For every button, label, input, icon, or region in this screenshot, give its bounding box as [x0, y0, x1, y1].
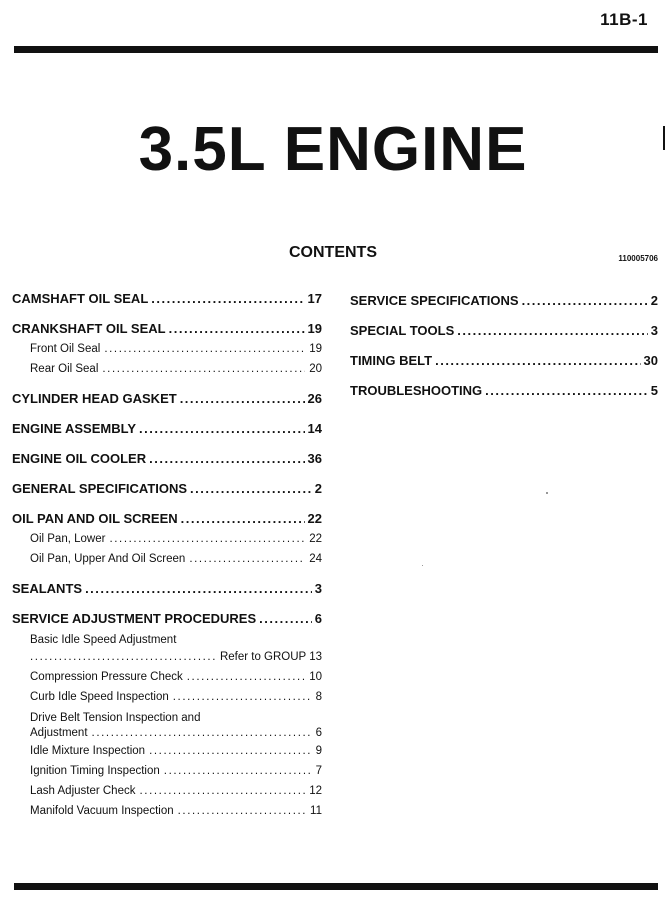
toc-subentry-compression-pressure[interactable]	[12, 667, 322, 687]
scan-speck	[422, 565, 423, 566]
toc-entry-page: 6	[314, 611, 322, 626]
leader-dots	[190, 479, 312, 499]
leader-dots	[187, 667, 305, 687]
toc-subentry-page: 24	[309, 553, 322, 565]
scan-speck	[546, 492, 548, 494]
leader-dots	[457, 321, 648, 341]
toc-entry-label: CAMSHAFT OIL SEAL	[12, 291, 149, 306]
toc-subentry-label: Lash Adjuster Check	[30, 785, 136, 797]
toc-entry-page: 3	[650, 323, 658, 338]
toc-subentry-label: Compression Pressure Check	[30, 671, 183, 683]
leader-dots	[92, 725, 312, 741]
toc-entry-crankshaft-oil-seal[interactable]	[12, 319, 322, 339]
leader-dots	[169, 319, 305, 339]
toc-entry-label: TIMING BELT	[350, 353, 433, 368]
leader-dots	[173, 687, 312, 707]
toc-entry-page: 2	[314, 481, 322, 496]
toc-subentry-curb-idle-speed[interactable]	[12, 687, 322, 707]
toc-entry-engine-oil-cooler[interactable]	[12, 449, 322, 469]
bottom-rule	[14, 883, 658, 890]
leader-dots	[522, 291, 648, 311]
toc-entry-troubleshooting[interactable]	[350, 381, 658, 401]
toc-subentry-drive-belt-tension[interactable]	[12, 725, 322, 741]
leader-dots	[151, 289, 304, 309]
leader-dots	[139, 781, 305, 801]
leader-dots	[485, 381, 648, 401]
toc-entry-special-tools[interactable]	[350, 321, 658, 341]
contents-heading: CONTENTS	[289, 244, 377, 261]
toc-entry-label: ENGINE OIL COOLER	[12, 451, 147, 466]
toc-subentry-page: 12	[309, 785, 322, 797]
toc-entry-cylinder-head-gasket[interactable]	[12, 389, 322, 409]
leader-dots	[30, 647, 216, 667]
top-rule	[14, 46, 658, 53]
toc-entry-page: 17	[307, 291, 322, 306]
toc-subentry-label: Front Oil Seal	[30, 343, 101, 355]
toc-subentry-page: 22	[309, 533, 322, 545]
toc-entry-label: CYLINDER HEAD GASKET	[12, 391, 177, 406]
toc-subentry-page: Refer to GROUP 13	[219, 651, 322, 663]
toc-entry-page: 22	[307, 511, 322, 526]
toc-entry-page: 26	[307, 391, 322, 406]
toc-subentry-page: 8	[315, 691, 322, 703]
toc-entry-service-adjustment-procedures[interactable]	[12, 609, 322, 629]
toc-subentry-label: Oil Pan, Lower	[30, 533, 106, 545]
leader-dots	[189, 549, 305, 569]
toc-subentry-lash-adjuster[interactable]	[12, 781, 322, 801]
toc-entry-general-specifications[interactable]	[12, 479, 322, 499]
leader-dots	[102, 359, 305, 379]
toc-subentry-label: Manifold Vacuum Inspection	[30, 805, 174, 817]
toc-entry-timing-belt[interactable]	[350, 351, 658, 371]
toc-subentry-front-oil-seal[interactable]	[12, 339, 322, 359]
toc-entry-page: 36	[307, 451, 322, 466]
leader-dots	[180, 389, 305, 409]
toc-entry-page: 3	[314, 581, 322, 596]
toc-entry-label: TROUBLESHOOTING	[350, 383, 483, 398]
toc-entry-engine-assembly[interactable]	[12, 419, 322, 439]
toc-left-column	[12, 289, 322, 821]
toc-entry-label: GENERAL SPECIFICATIONS	[12, 481, 188, 496]
toc-subentry-label: Adjustment	[30, 727, 88, 739]
toc-subentry-rear-oil-seal[interactable]	[12, 359, 322, 379]
toc-subentry-label: Oil Pan, Upper And Oil Screen	[30, 553, 186, 565]
toc-entry-page: 30	[643, 353, 658, 368]
toc-entry-oil-pan-and-oil-screen[interactable]	[12, 509, 322, 529]
toc-subentry-oil-pan-lower[interactable]	[12, 529, 322, 549]
toc-subentry-page: 7	[315, 765, 322, 777]
toc-subentry-label-line1: Basic Idle Speed Adjustment	[30, 634, 177, 646]
leader-dots	[259, 609, 312, 629]
leader-dots	[85, 579, 312, 599]
leader-dots	[178, 801, 306, 821]
leader-dots	[139, 419, 305, 439]
toc-entry-service-specifications[interactable]	[350, 291, 658, 311]
toc-subentry-idle-mixture[interactable]	[12, 741, 322, 761]
leader-dots	[149, 741, 312, 761]
leader-dots	[149, 449, 304, 469]
leader-dots	[109, 529, 305, 549]
toc-subentry-label: Idle Mixture Inspection	[30, 745, 146, 757]
toc-subentry-manifold-vacuum[interactable]	[12, 801, 322, 821]
toc-entry-sealants[interactable]	[12, 579, 322, 599]
leader-dots	[104, 339, 305, 359]
toc-subentry-page: 6	[315, 727, 322, 739]
toc-entry-page: 2	[650, 293, 658, 308]
toc-subentry-label: Rear Oil Seal	[30, 363, 99, 375]
page-number: 11B-1	[600, 10, 648, 29]
toc-entry-label: SERVICE SPECIFICATIONS	[350, 293, 519, 308]
toc-entry-camshaft-oil-seal[interactable]	[12, 289, 322, 309]
leader-dots	[435, 351, 640, 371]
toc-entry-label: OIL PAN AND OIL SCREEN	[12, 511, 178, 526]
toc-subentry-basic-idle-speed[interactable]	[12, 647, 322, 667]
toc-subentry-page: 11	[310, 805, 322, 817]
toc-entry-page: 5	[650, 383, 658, 398]
leader-dots	[164, 761, 312, 781]
toc-entry-label: SEALANTS	[12, 581, 83, 596]
toc-subentry-page: 9	[315, 745, 322, 757]
toc-subentry-label: Curb Idle Speed Inspection	[30, 691, 169, 703]
toc-subentry-page: 19	[309, 343, 322, 355]
toc-subentry-page: 20	[309, 363, 322, 375]
leader-dots	[181, 509, 305, 529]
toc-entry-label: ENGINE ASSEMBLY	[12, 421, 137, 436]
toc-subentry-label: Ignition Timing Inspection	[30, 765, 160, 777]
document-code: 110005706	[618, 254, 658, 263]
toc-subentry-page: 10	[309, 671, 322, 683]
toc-subentry-oil-pan-upper[interactable]	[12, 549, 322, 569]
toc-subentry-label-line1: Drive Belt Tension Inspection and	[30, 712, 201, 724]
toc-right-column	[350, 291, 658, 401]
toc-entry-label: CRANKSHAFT OIL SEAL	[12, 321, 166, 336]
toc-entry-label: SERVICE ADJUSTMENT PROCEDURES	[12, 611, 257, 626]
toc-subentry-ignition-timing[interactable]	[12, 761, 322, 781]
page-title: 3.5L ENGINE	[138, 115, 528, 184]
toc-entry-page: 14	[307, 421, 322, 436]
toc-entry-page: 19	[307, 321, 322, 336]
toc-entry-label: SPECIAL TOOLS	[350, 323, 455, 338]
